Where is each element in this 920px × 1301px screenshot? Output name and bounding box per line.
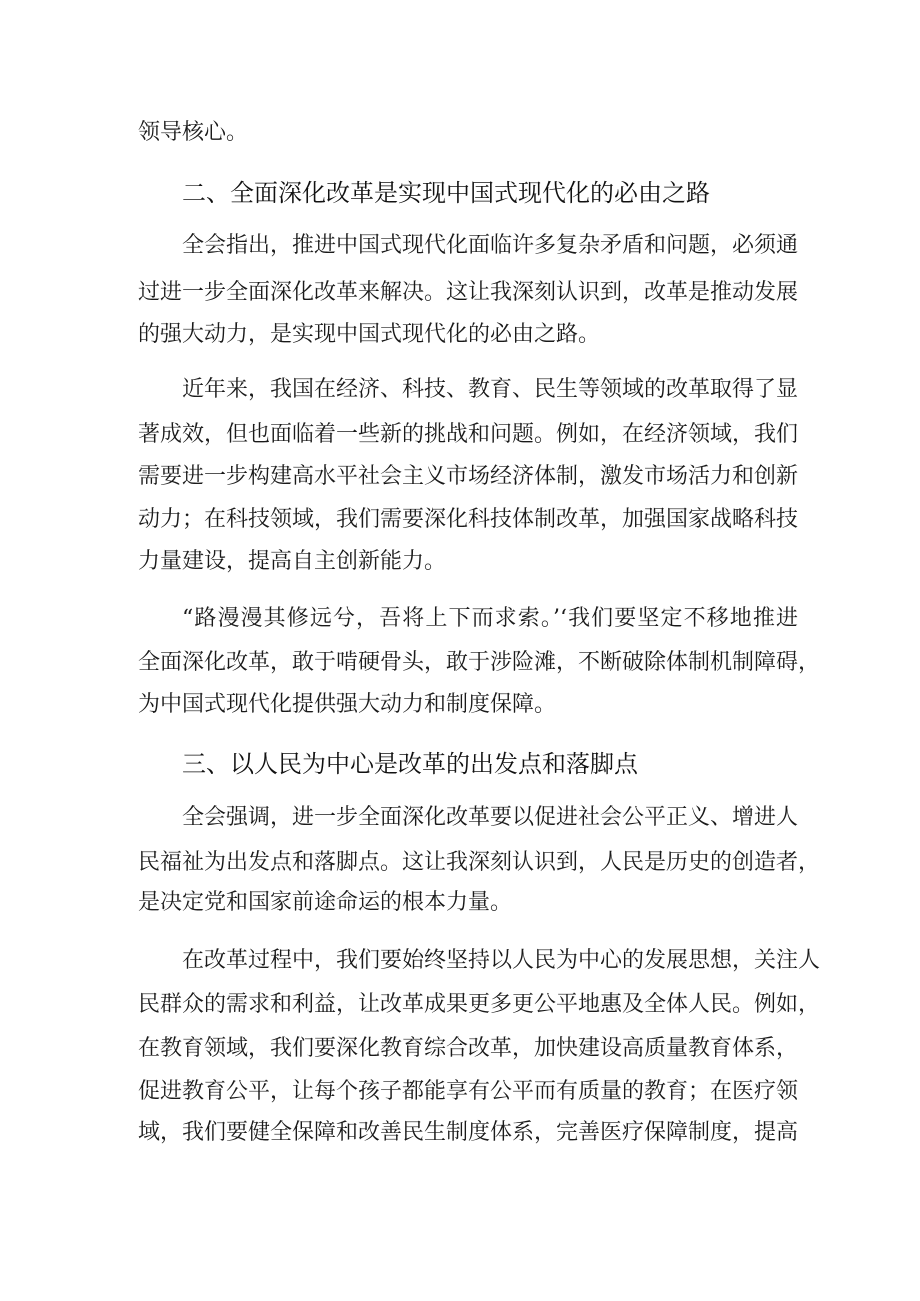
paragraph-line: 动力；在科技领域，我们需要深化科技体制改革，加强国家战略科技 <box>138 507 799 532</box>
section-2-heading: 二、全面深化改革是实现中国式现代化的必由之路 <box>182 179 710 207</box>
paragraph-line: 为中国式现代化提供强大动力和制度保障。 <box>138 692 557 717</box>
paragraph-line: 民福祉为出发点和落脚点。这让我深刻认识到，人民是历史的创造者， <box>138 850 821 875</box>
paragraph-line: 是决定党和国家前途命运的根本力量。 <box>138 890 513 915</box>
paragraph-line: 域，我们要健全保障和改善民生制度体系，完善医疗保障制度，提高 <box>138 1120 799 1145</box>
paragraph-line: 近年来，我国在经济、科技、教育、民生等领域的改革取得了显 <box>182 377 799 402</box>
paragraph-line: 的强大动力，是实现中国式现代化的必由之路。 <box>138 322 601 347</box>
section-3-heading: 三、以人民为中心是改革的出发点和落脚点 <box>182 750 638 778</box>
paragraph-line: 全会指出，推进中国式现代化面临许多复杂矛盾和问题，必须通 <box>182 233 799 258</box>
paragraph-line: 民群众的需求和利益，让改革成果更多更公平地惠及全体人民。例如， <box>138 992 821 1017</box>
continuation-line: 领导核心。 <box>138 120 249 145</box>
paragraph-line: “路漫漫其修远兮，吾将上下而求索。’‘我们要坚定不移地推进 <box>182 606 798 631</box>
paragraph-line: 过进一步全面深化改革来解决。这让我深刻认识到，改革是推动发展 <box>138 280 799 305</box>
paragraph-line: 全会强调，进一步全面深化改革要以促进社会公平正义、增进人 <box>182 805 799 830</box>
paragraph-line: 力量建设，提高自主创新能力。 <box>138 549 447 574</box>
paragraph-line: 在改革过程中，我们要始终坚持以人民为中心的发展思想，关注人 <box>182 948 821 973</box>
paragraph-line: 著成效，但也面临着一些新的挑战和问题。例如，在经济领域，我们 <box>138 422 799 447</box>
paragraph-line: 全面深化改革，敢于啃硬骨头，敢于涉险滩，不断破除体制机制障碍， <box>138 650 821 675</box>
paragraph-line: 在教育领域，我们要深化教育综合改革，加快建设高质量教育体系， <box>138 1036 799 1061</box>
paragraph-line: 需要进一步构建高水平社会主义市场经济体制，激发市场活力和创新 <box>138 464 799 489</box>
paragraph-line: 促进教育公平，让每个孩子都能享有公平而有质量的教育；在医疗领 <box>138 1079 799 1104</box>
